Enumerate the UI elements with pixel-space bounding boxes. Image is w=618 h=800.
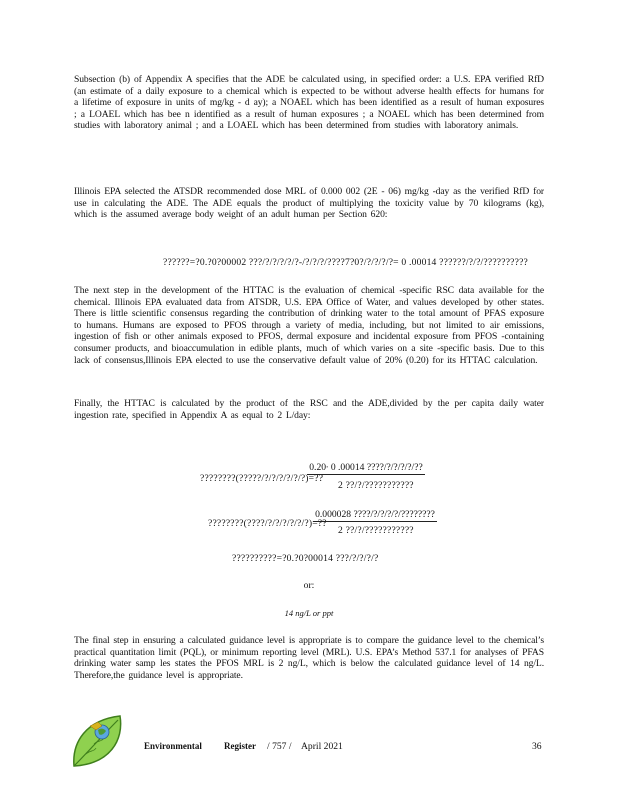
footer-date: April 2021: [301, 741, 343, 752]
fraction-1: [296, 462, 436, 475]
footer-issue: / 757 /: [267, 741, 292, 752]
footer-publication: Environmental: [144, 741, 202, 751]
or-label: or:: [303, 580, 315, 591]
fraction-1-numerator: 0.20∙ 0 .00014 ????/?/?/?/?/??: [309, 462, 423, 473]
footer-page-number: 36: [532, 741, 542, 752]
paragraph-illinois-epa-rfd: Illinois EPA selected the ATSDR recommended dose MRL of 0.000 002 (2E - 06) mg/kg -day as the verified RfD for use in calculating the ADE. The ADE equals the product of multiplying the toxicity value by 70 kilograms (kg), which is the assumed average body weight of an adult human per Section 620:: [74, 186, 544, 221]
paragraph-appendix-a-order: Subsection (b) of Appendix A specifies that the ADE be calculated using, in specified order: a U.S. EPA verified RfD (an estimate of a daily exposure to a chemical which is expected to be without adverse health effects for humans for a lifetime of exposure in units of mg/kg - d ay); a NOAEL which has been identified as a result of human exposures ; a LOAEL which has bee n identified as a result of human exposures ; a NOAEL which has been determined from studies with laboratory animal ; and a LOAEL which has been determined from studies with laboratory animals.: [74, 74, 544, 132]
equation-httac-lhs-2: ????????(????/?/?/?/?/?/?)=??: [208, 518, 327, 529]
equation-httac-result: ??????????=?0.?0?00014 ???/?/?/?/?: [232, 553, 379, 564]
paragraph-rsc-evaluation: The next step in the development of the HTTAC is the evaluation of chemical -specific RSC data available for the chemical. Illinois EPA evaluated data from ATSDR, U.S. EPA Office of Water, and values developed by other states. There is little scientific consensus regarding the contribution of drinking water to the total amount of PFAS exposure to humans. Humans are exposed to PFOS through a variety of media, including, but not limited to air emissions, ingestion of fish or other animals exposed to PFOS, dermal exposure and incidental exposure from PFOS -containing consumer products, and bioaccumulation in edible plants, much of which varies on a site -specific basis. Due to this lack of consensus,Illinois EPA elected to use the conservative default value of 20% (0.20) for its HTTAC calculation.: [74, 285, 544, 366]
result-ppt-line: 14 ng/L or ppt: [284, 608, 334, 618]
paragraph-pql-comparison: The final step in ensuring a calculated guidance level is appropriate is to compare the guidance level to the chemical’s practical quantitation limit (PQL), or minimum reporting level (MRL). U.S. EPA’s Method 537.1 for analyses of PFAS drinking water samp les states the PFOS MRL is 2 ng/L, which is below the calculated guidance level of 14 ng/L. Therefore,the guidance level is appropriate.: [74, 635, 544, 681]
paragraph-httac-formula-intro: Finally, the HTTAC is calculated by the product of the RSC and the ADE,divided by the per capita daily water ingestion rate, specified in Appendix A as equal to 2 L/day:: [74, 398, 544, 421]
fraction-2-denominator: 2 ??/?/???????????: [338, 525, 414, 536]
equation-httac-lhs-1: ????????(?????/?/?/?/?/?/?)=??: [200, 473, 324, 484]
footer-register: Register: [224, 741, 256, 751]
fraction-2: [300, 509, 450, 522]
environmental-register-leaf-logo: [68, 712, 128, 772]
fraction-2-numerator: 0.000028 ????/?/?/?/?/????????: [315, 509, 435, 520]
fraction-1-denominator: 2 ??/?/???????????: [338, 480, 414, 491]
equation-ade: ??????=?0.?0?00002 ???/?/?/?/?/?-/?/?/?/????7?0?/?/?/?/?= 0 .00014 ??????/?/?/??????????: [163, 257, 528, 268]
